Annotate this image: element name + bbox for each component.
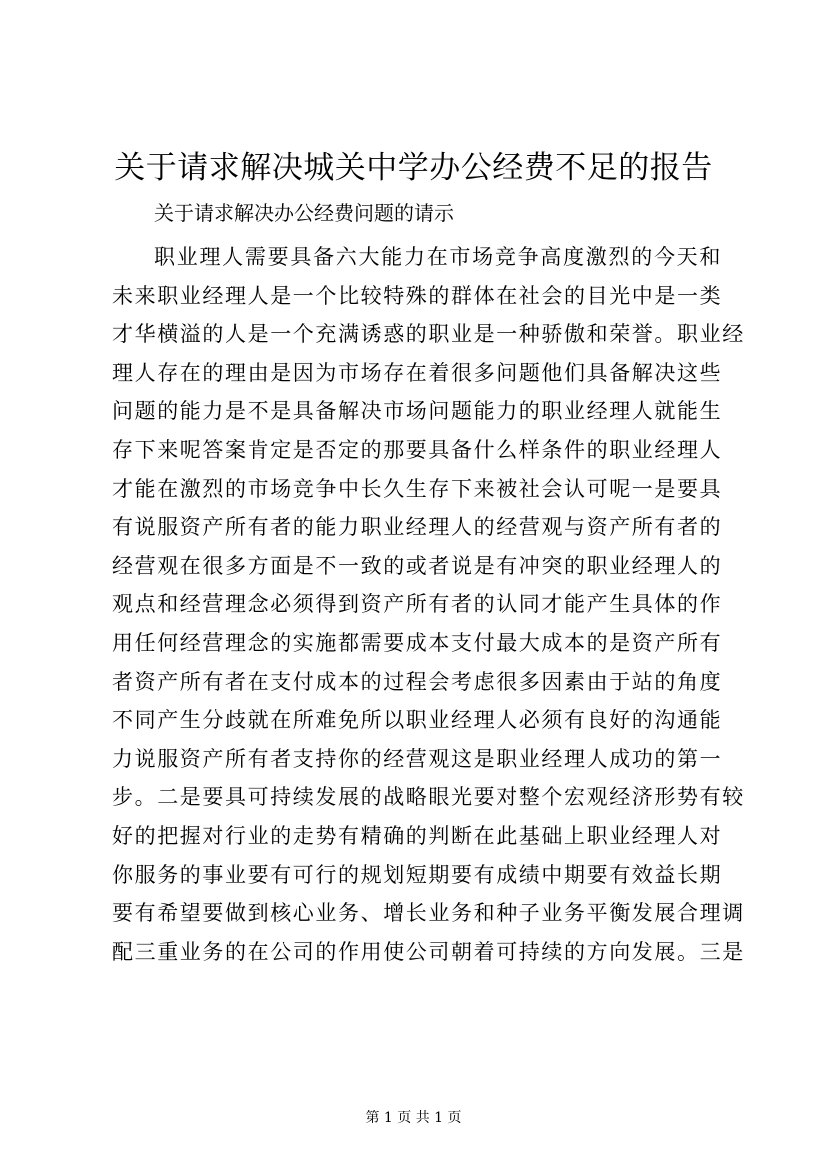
body-line: 配三重业务的在公司的作用使公司朝着可持续的方向发展。三是	[112, 939, 745, 964]
body-line: 者资产所有者在支付成本的过程会考虑很多因素由于站的角度	[112, 669, 723, 694]
body-line: 理人存在的理由是因为市场存在着很多问题他们具备解决这些	[112, 360, 723, 385]
page-number: 第 1 页 共 1 页	[365, 1110, 462, 1126]
body-line: 要有希望要做到核心业务、增长业务和种子业务平衡发展合理调	[112, 901, 745, 926]
body-line: 用任何经营理念的实施都需要成本支付最大成本的是资产所有	[112, 630, 723, 655]
body-line: 未来职业经理人是一个比较特殊的群体在社会的目光中是一类	[112, 283, 723, 308]
body-line: 有说服资产所有者的能力职业经理人的经营观与资产所有者的	[112, 515, 723, 540]
body-line: 你服务的事业要有可行的规划短期要有成绩中期要有效益长期	[112, 862, 723, 887]
body-line: 存下来呢答案肯定是否定的那要具备什么样条件的职业经理人	[112, 437, 723, 462]
body-line: 才华横溢的人是一个充满诱惑的职业是一种骄傲和荣誉。职业经	[112, 322, 745, 347]
body-line: 经营观在很多方面是不一致的或者说是有冲突的职业经理人的	[112, 553, 723, 578]
body-line: 才能在激烈的市场竞争中长久生存下来被社会认可呢一是要具	[112, 476, 723, 501]
body-line: 力说服资产所有者支持你的经营观这是职业经理人成功的第一	[112, 746, 723, 771]
body-line: 好的把握对行业的走势有精确的判断在此基础上职业经理人对	[112, 823, 723, 848]
document-title: 关于请求解决城关中学办公经费不足的报告	[114, 150, 713, 186]
document-subtitle: 关于请求解决办公经费问题的请示	[154, 201, 454, 225]
body-line: 问题的能力是不是具备解决市场问题能力的职业经理人就能生	[112, 399, 723, 424]
body-line: 步。二是要具可持续发展的战略眼光要对整个宏观经济形势有较	[112, 785, 745, 810]
body-line: 职业理人需要具备六大能力在市场竞争高度激烈的今天和	[154, 245, 722, 269]
body-line: 不同产生分歧就在所难免所以职业经理人必须有良好的沟通能	[112, 708, 723, 733]
body-text	[112, 238, 745, 971]
body-line: 观点和经营理念必须得到资产所有者的认同才能产生具体的作	[112, 592, 723, 617]
